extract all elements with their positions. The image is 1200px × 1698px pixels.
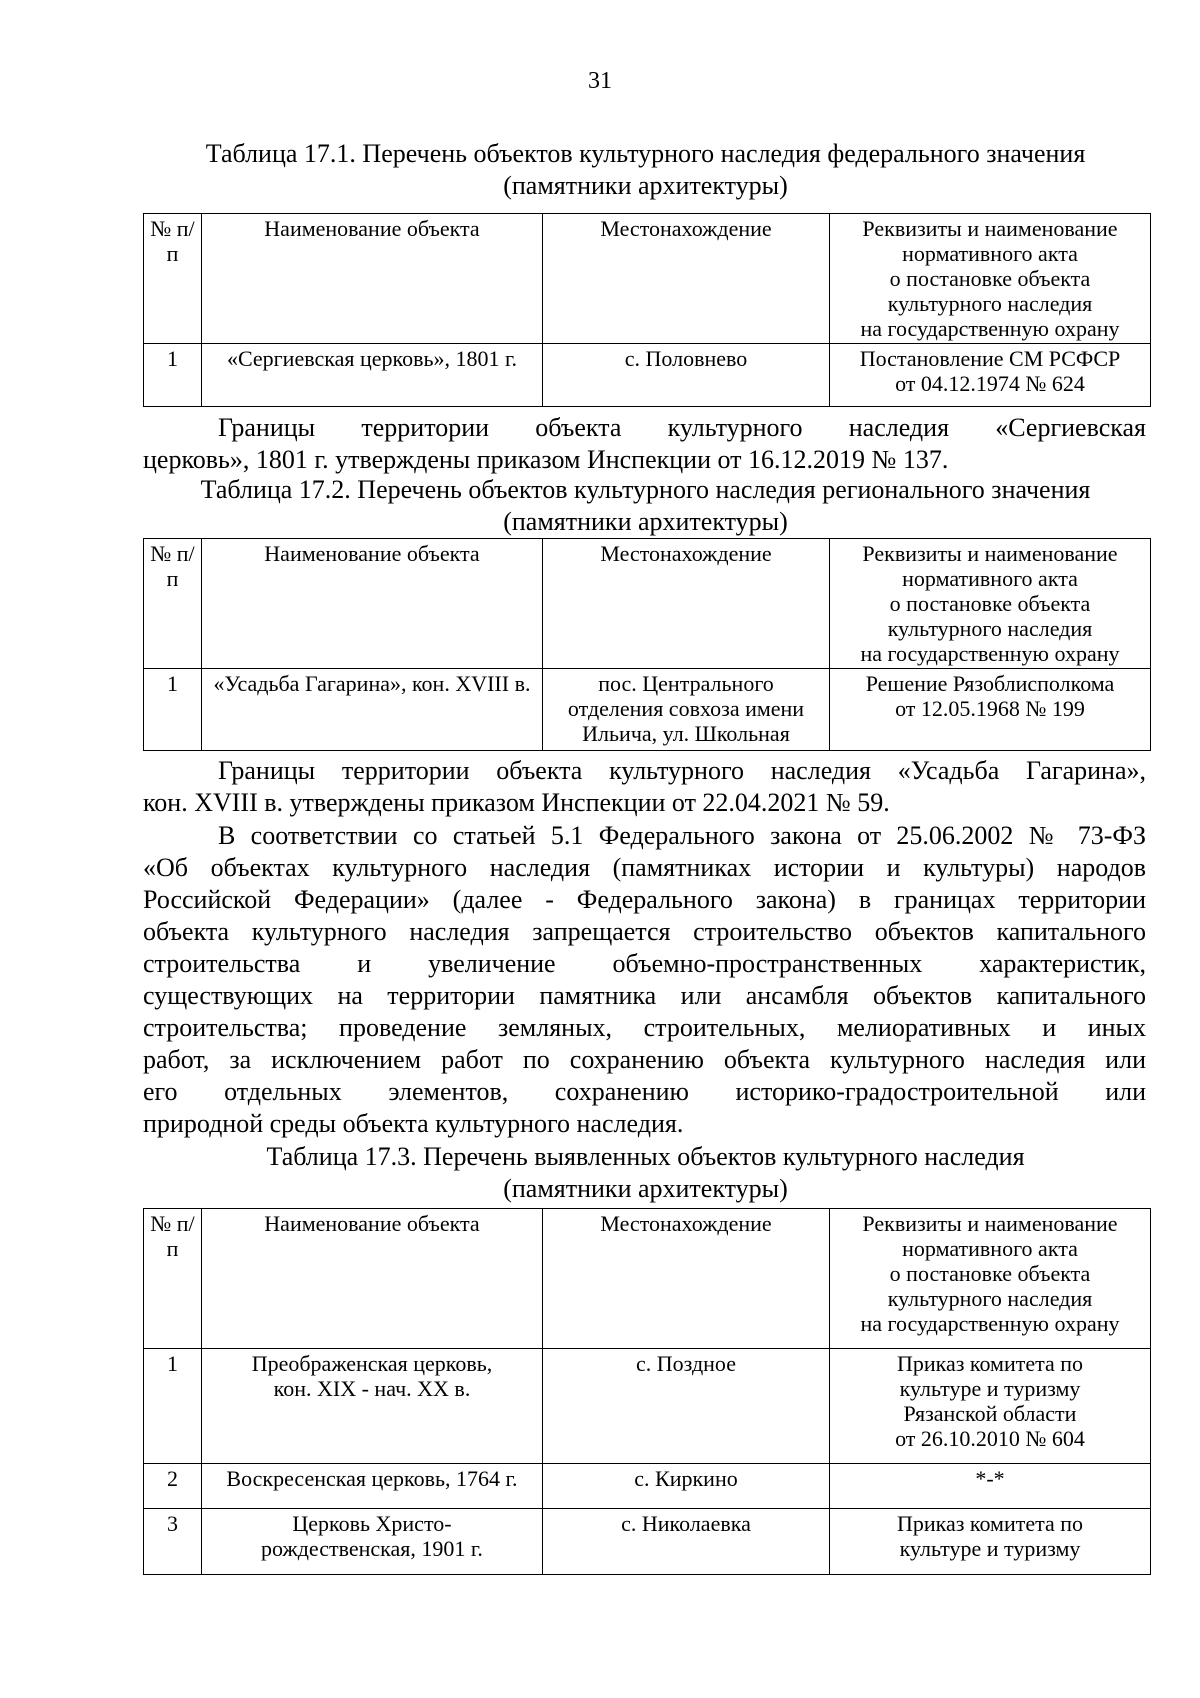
cell-location-line: пос. Центрального <box>598 671 774 696</box>
cell-name-line: Преображенская церковь, <box>251 1351 493 1376</box>
header-name: Наименование объекта <box>202 1209 543 1349</box>
header-num: № п/п <box>144 1209 202 1349</box>
header-act <box>830 1209 1151 1349</box>
table-row <box>144 669 1151 751</box>
cell-location: с. Поздное <box>543 1349 830 1464</box>
cell-location: с. Киркино <box>543 1464 830 1509</box>
cell-name-line: рождественская, 1901 г. <box>261 1536 483 1561</box>
header-num: № п/п <box>144 539 202 669</box>
table-row <box>144 344 1151 407</box>
table-header-row <box>144 1209 1151 1349</box>
cell-name <box>202 1464 543 1509</box>
paragraph-line: работ, за исключением работ по сохранению объекта культурного наследия или <box>143 1045 1146 1074</box>
cell-act-line: *-* <box>975 1466 1005 1491</box>
table-17-1-caption <box>143 138 1148 202</box>
cell-location: с. Николаевка <box>543 1509 830 1575</box>
paragraph-line: существующих на территории памятника или ансамбля объектов капитального <box>143 981 1146 1010</box>
table-17-2-caption <box>143 474 1148 538</box>
header-act-line: нормативного акта <box>902 1236 1078 1261</box>
cell-name-line: кон. XIX - нач. XX в. <box>273 1376 471 1401</box>
header-location: Местонахождение <box>543 539 830 669</box>
paragraph-line: Российской Федерации» (далее - Федерального закона) в границах территории <box>143 885 1146 914</box>
cell-num: 1 <box>144 1349 202 1464</box>
cell-act-line: Решение Рязоблисполкома <box>865 671 1115 696</box>
caption-line: (памятники архитектуры) <box>503 1174 788 1203</box>
paragraph-line: объекта культурного наследия запрещается строительство объектов капитального <box>143 917 1146 946</box>
cell-name-line: Воскресенская церковь, 1764 г. <box>226 1466 518 1491</box>
cell-num: 2 <box>144 1464 202 1509</box>
paragraph-line: Границы территории объекта культурного наследия «Усадьба Гагарина», <box>218 756 1146 785</box>
cell-act-line: от 12.05.1968 № 199 <box>895 696 1085 721</box>
table-17-3 <box>143 1208 1151 1575</box>
cell-name: «Сергиевская церковь», 1801 г. <box>202 344 543 407</box>
cell-act <box>830 1509 1151 1575</box>
header-act-line: Реквизиты и наименование <box>862 541 1118 566</box>
cell-act-line: Рязанской области <box>903 1401 1077 1426</box>
cell-act-line: культуре и туризму <box>899 1536 1081 1561</box>
cell-act-line: культуре и туризму <box>899 1376 1081 1401</box>
paragraph-line: В соответствии со статьей 5.1 Федерального закона от 25.06.2002 № 73-ФЗ <box>218 821 1146 850</box>
caption-line: Таблица 17.3. Перечень выявленных объектов культурного наследия <box>266 1142 1025 1171</box>
header-act-line: культурного наследия <box>887 616 1093 641</box>
header-act <box>830 214 1151 344</box>
cell-act-line: Приказ комитета по <box>896 1351 1084 1376</box>
paragraph-federal-law <box>143 820 1146 1140</box>
table-row <box>144 1349 1151 1464</box>
header-act-line: на государственную охрану <box>860 316 1120 341</box>
table-17-2 <box>143 538 1151 751</box>
table-17-1 <box>143 213 1151 407</box>
cell-location-line: Ильича, ул. Школьная <box>582 721 790 746</box>
paragraph-line: строительства; проведение земляных, строительных, мелиоративных и иных <box>143 1013 1146 1042</box>
header-act-line: на государственную охрану <box>860 1311 1120 1336</box>
caption-line: (памятники архитектуры) <box>503 507 788 536</box>
cell-name-line: Церковь Христо- <box>292 1511 452 1536</box>
header-act-line: нормативного акта <box>902 241 1078 266</box>
paragraph-line: Границы территории объекта культурного наследия «Сергиевская <box>218 413 1146 442</box>
cell-num: 1 <box>144 344 202 407</box>
paragraph-line: кон. XVIII в. утверждены приказом Инспекции от 22.04.2021 № 59. <box>143 788 890 817</box>
caption-line: (памятники архитектуры) <box>503 171 788 200</box>
header-num: № п/п <box>144 214 202 344</box>
table-row <box>144 1509 1151 1575</box>
header-name: Наименование объекта <box>202 539 543 669</box>
header-location: Местонахождение <box>543 1209 830 1349</box>
paragraph-line: «Об объектах культурного наследия (памятниках истории и культуры) народов <box>143 853 1146 882</box>
cell-act-line: от 04.12.1974 № 624 <box>895 371 1085 396</box>
table-header-row <box>144 214 1151 344</box>
cell-act <box>830 1349 1151 1464</box>
header-act-line: культурного наследия <box>887 1286 1093 1311</box>
cell-act-line: Приказ комитета по <box>896 1511 1084 1536</box>
cell-name: «Усадьба Гагарина», кон. XVIII в. <box>202 669 543 751</box>
cell-location-line: отделения совхоза имени <box>567 696 805 721</box>
cell-location: с. Половнево <box>543 344 830 407</box>
cell-act-line: от 26.10.2010 № 604 <box>895 1426 1085 1451</box>
header-act-line: о постановке объекта <box>889 266 1091 291</box>
header-act-line: Реквизиты и наименование <box>862 1211 1118 1236</box>
cell-act-line: Постановление СМ РСФСР <box>859 346 1121 371</box>
paragraph-line: природной среды объекта культурного наследия. <box>143 1109 684 1138</box>
header-act-line: нормативного акта <box>902 566 1078 591</box>
paragraph-line: строительства и увеличение объемно-пространственных характеристик, <box>143 949 1146 978</box>
header-act-line: о постановке объекта <box>889 591 1091 616</box>
caption-line: Таблица 17.2. Перечень объектов культурного наследия регионального значения <box>200 475 1091 504</box>
header-act-line: Реквизиты и наименование <box>862 216 1118 241</box>
paragraph-boundaries-1 <box>143 412 1146 476</box>
paragraph-line: церковь», 1801 г. утверждены приказом Инспекции от 16.12.2019 № 137. <box>143 445 949 474</box>
header-act-line: о постановке объекта <box>889 1261 1091 1286</box>
page-number: 31 <box>588 68 612 94</box>
header-act <box>830 539 1151 669</box>
header-location: Местонахождение <box>543 214 830 344</box>
cell-location <box>543 669 830 751</box>
cell-num: 3 <box>144 1509 202 1575</box>
table-header-row <box>144 539 1151 669</box>
paragraph-line: его отдельных элементов, сохранению историко-градостроительной или <box>143 1077 1146 1106</box>
cell-act <box>830 344 1151 407</box>
caption-line: Таблица 17.1. Перечень объектов культурного наследия федерального значения <box>205 139 1086 168</box>
cell-num: 1 <box>144 669 202 751</box>
cell-name <box>202 1349 543 1464</box>
table-row <box>144 1464 1151 1509</box>
header-name: Наименование объекта <box>202 214 543 344</box>
header-act-line: на государственную охрану <box>860 641 1120 666</box>
table-17-3-caption <box>143 1141 1148 1205</box>
cell-name <box>202 1509 543 1575</box>
paragraph-boundaries-2 <box>143 755 1146 819</box>
cell-act <box>830 669 1151 751</box>
cell-act <box>830 1464 1151 1509</box>
header-act-line: культурного наследия <box>887 291 1093 316</box>
